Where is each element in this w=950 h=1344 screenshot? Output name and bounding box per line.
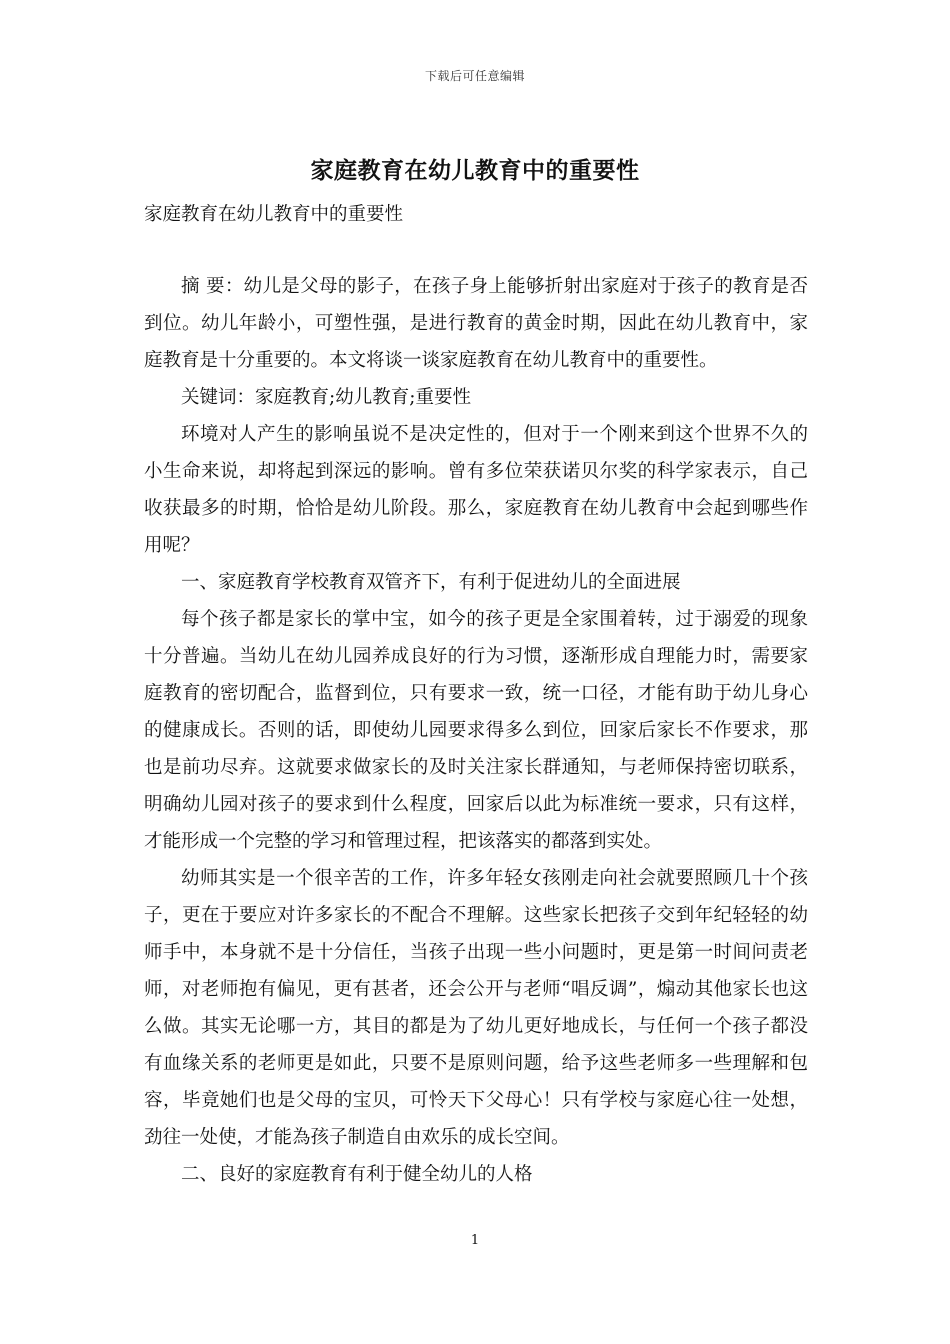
body-text: [144, 268, 808, 1193]
section-heading-1: 一、家庭教育学校教育双管齐下，有利于促进幼儿的全面进展: [181, 572, 681, 593]
document-subtitle: 家庭教育在幼儿教育中的重要性: [144, 204, 404, 225]
keywords-paragraph: 关键词：家庭教育;幼儿教育;重要性: [181, 387, 471, 408]
header-note: 下载后可任意编辑: [424, 69, 525, 83]
abstract-paragraph: 摘 要：幼儿是父母的影子，在孩子身上能够折射出家庭对于孩子的教育是否到位。幼儿年龄小，可塑性强，是进行教育的黄金时期，因此在幼儿教育中，家庭教育是十分重要的。本文将谈一谈家庭教育在幼儿教育中的重要性。: [144, 276, 808, 371]
section-heading-2: 二、良好的家庭教育有利于健全幼儿的人格: [181, 1164, 533, 1185]
document-title: 家庭教育在幼儿教育中的重要性: [310, 157, 640, 184]
page-number: 1: [470, 1233, 480, 1248]
intro-paragraph: 环境对人产生的影响虽说不是决定性的，但对于一个刚来到这个世界不久的小生命来说，却将起到深远的影响。曾有多位荣获诺贝尔奖的科学家表示，自己收获最多的时期，恰恰是幼儿阶段。那么，家庭教育在幼儿教育中会起到哪些作用呢？: [144, 424, 808, 556]
body-paragraph: 每个孩子都是家长的掌中宝，如今的孩子更是全家围着转，过于溺爱的现象十分普遍。当幼儿在幼儿园养成良好的行为习惯，逐渐形成自理能力时，需要家庭教育的密切配合，监督到位，只有要求一致，统一口径，才能有助于幼儿身心的健康成长。否则的话，即使幼儿园要求得多么到位，回家后家长不作要求，那也是前功尽弃。这就要求做家长的及时关注家长群通知，与老师保持密切联系，明确幼儿园对孩子的要求到什么程度，回家后以此为标准统一要求，只有这样，才能形成一个完整的学习和管理过程，把该落实的都落到实处。: [144, 609, 808, 852]
body-paragraph: 幼师其实是一个很辛苦的工作，许多年轻女孩刚走向社会就要照顾几十个孩子，更在于要应对许多家长的不配合不理解。这些家长把孩子交到年纪轻轻的幼师手中，本身就不是十分信任，当孩子出现一些小问题时，更是第一时间问责老师，对老师抱有偏见，更有甚者，还会公开与老师“唱反调”，煽动其他家长也这么做。其实无论哪一方，其目的都是为了幼儿更好地成长，与任何一个孩子都没有血缘关系的老师更是如此，只要不是原则问题，给予这些老师多一些理解和包容，毕竟她们也是父母的宝贝，可怜天下父母心！只有学校与家庭心往一处想，劲往一处使，才能為孩子制造自由欢乐的成长空间。: [144, 868, 808, 1148]
